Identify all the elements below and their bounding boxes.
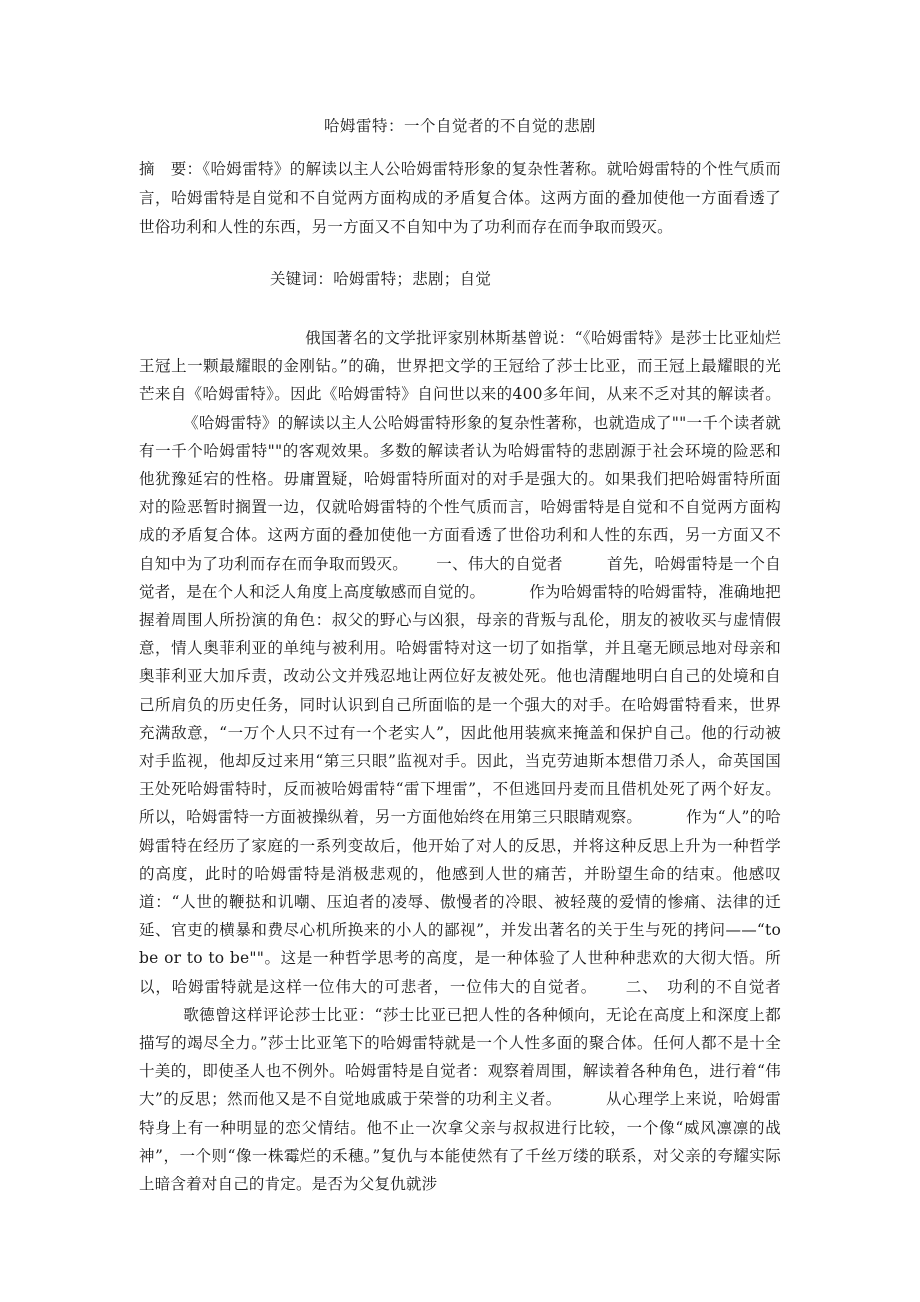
body-paragraph-2: 《哈姆雷特》的解读以主人公哈姆雷特形象的复杂性著称，也就造成了""一千个读者就有一千个哈姆雷特""的客观效果。多数的解读者认为哈姆雷特的悲剧源于社会环境的险恶和他犹豫延宕的性格。毋庸置疑，哈姆雷特所面对的对手是强大的。如果我们把哈姆雷特所面对的险恶暂时搁置一边，仅就哈姆雷特的个性气质而言，哈姆雷特是自觉和不自觉两方面构成的矛盾复合体。这两方面的叠加使他一方面看透了世俗功利和人性的东西，另一方面又不自知中为了功利而存在而争取而毁灭。	[139, 413, 781, 573]
abstract-text: 《哈姆雷特》的解读以主人公哈姆雷特形象的复杂性著称。就哈姆雷特的个性气质而言，哈姆雷特是自觉和不自觉两方面构成的矛盾复合体。这两方面的叠加使他一方面看透了世俗功利和人性的东西，另一方面又不自知中为了功利而存在而争取而毁灭。	[139, 160, 781, 236]
body-paragraph-1: 俄国著名的文学批评家别林斯基曾说：“《哈姆雷特》是莎士比亚灿烂王冠上一颗最耀眼的金刚钻。”的确，世界把文学的王冠给了莎士比亚，而王冠上最耀眼的光芒来自《哈姆雷特》。因此《哈姆雷特》自问世以来的400多年间，从来不乏对其的解读者。	[139, 329, 781, 404]
body-paragraph-7: 从心理学上来说，哈姆雷特身上有一种明显的恋父情结。他不止一次拿父亲与叔叔进行比较，一个像“威风凛凛的战神”，一个则“像一株霉烂的禾穗。”复仇与本能使然有了千丝万缕的联系，对父亲的夸耀实际上暗含着对自己的肯定。是否为父复仇就涉	[139, 1090, 782, 1194]
abstract	[139, 155, 781, 242]
abstract-label: 摘 要：	[139, 160, 203, 178]
section-heading-2: 二、 功利的不自觉者	[625, 977, 781, 996]
document-title: 哈姆雷特：一个自觉者的不自觉的悲剧	[323, 117, 596, 135]
body-paragraph-4: 作为哈姆雷特的哈姆雷特，准确地把握着周围人所扮演的角色：叔父的野心与凶狠，母亲的背叛与乱伦，朋友的被收买与虚情假意，情人奥菲利亚的单纯与被利用。哈姆雷特对这一切了如指掌，并且毫无顾忌地对母亲和奥菲利亚大加斥责，改动公文并残忍地让两位好友被处死。他也清醒地明白自己的处境和自己所肩负的历史任务，同时认识到自己所面临的是一个强大的对手。在哈姆雷特看来，世界充满敌意，“一万个人只不过有一个老实人”，因此他用装疯来掩盖和保护自己。他的行动被对手监视，他却反过来用“第三只眼”监视对手。因此，当克劳迪斯本想借刀杀人，命英国国王处死哈姆雷特时，反而被哈姆雷特“雷下埋雷”，不但逃回丹麦而且借机处死了两个好友。所以，哈姆雷特一方面被操纵着，另一方面他始终在用第三只眼睛观察。	[139, 582, 782, 827]
body-text	[139, 324, 781, 1198]
section-heading-1: 一、伟大的自觉者	[436, 554, 563, 573]
body-paragraph-5: 作为“人”的哈姆雷特在经历了家庭的一系列变故后，他开始了对人的反思，并将这种反思上升为一种哲学的高度，此时的哈姆雷特是消极悲观的，他感到人世的痛苦，并盼望生命的结束。他感叹道：“人世的鞭挞和讥嘲、压迫者的凌辱、傲慢者的冷眼、被轻蔑的爱情的惨痛、法律的迁延、官吏的横暴和费尽心机所换来的小人的鄙视”，并发出著名的关于生与死的拷问——“to be or to to be""。这是一种哲学思考的高度，是一种体验了人世种种悲欢的大彻大悟。所以，哈姆雷特就是这样一位伟大的可悲者，一位伟大的自觉者。	[139, 808, 782, 996]
body-paragraph-3: 首先，哈姆雷特是一个自觉者，是在个人和泛人角度上高度敏感而自觉的。	[139, 554, 781, 601]
body-paragraph-6: 歌德曾这样评论莎士比亚：“莎士比亚已把人性的各种倾向，无论在高度上和深度上都描写的竭尽全力。”莎士比亚笔下的哈姆雷特就是一个人性多面的聚合体。任何人都不是十全十美的，即使圣人也不例外。哈姆雷特是自觉者：观察着周围，解读着各种角色，进行着“伟大”的反思；然而他又是不自觉地戚戚于荣誉的功利主义者。	[139, 1005, 781, 1109]
keywords: 关键词：哈姆雷特；悲剧；自觉	[270, 270, 492, 288]
